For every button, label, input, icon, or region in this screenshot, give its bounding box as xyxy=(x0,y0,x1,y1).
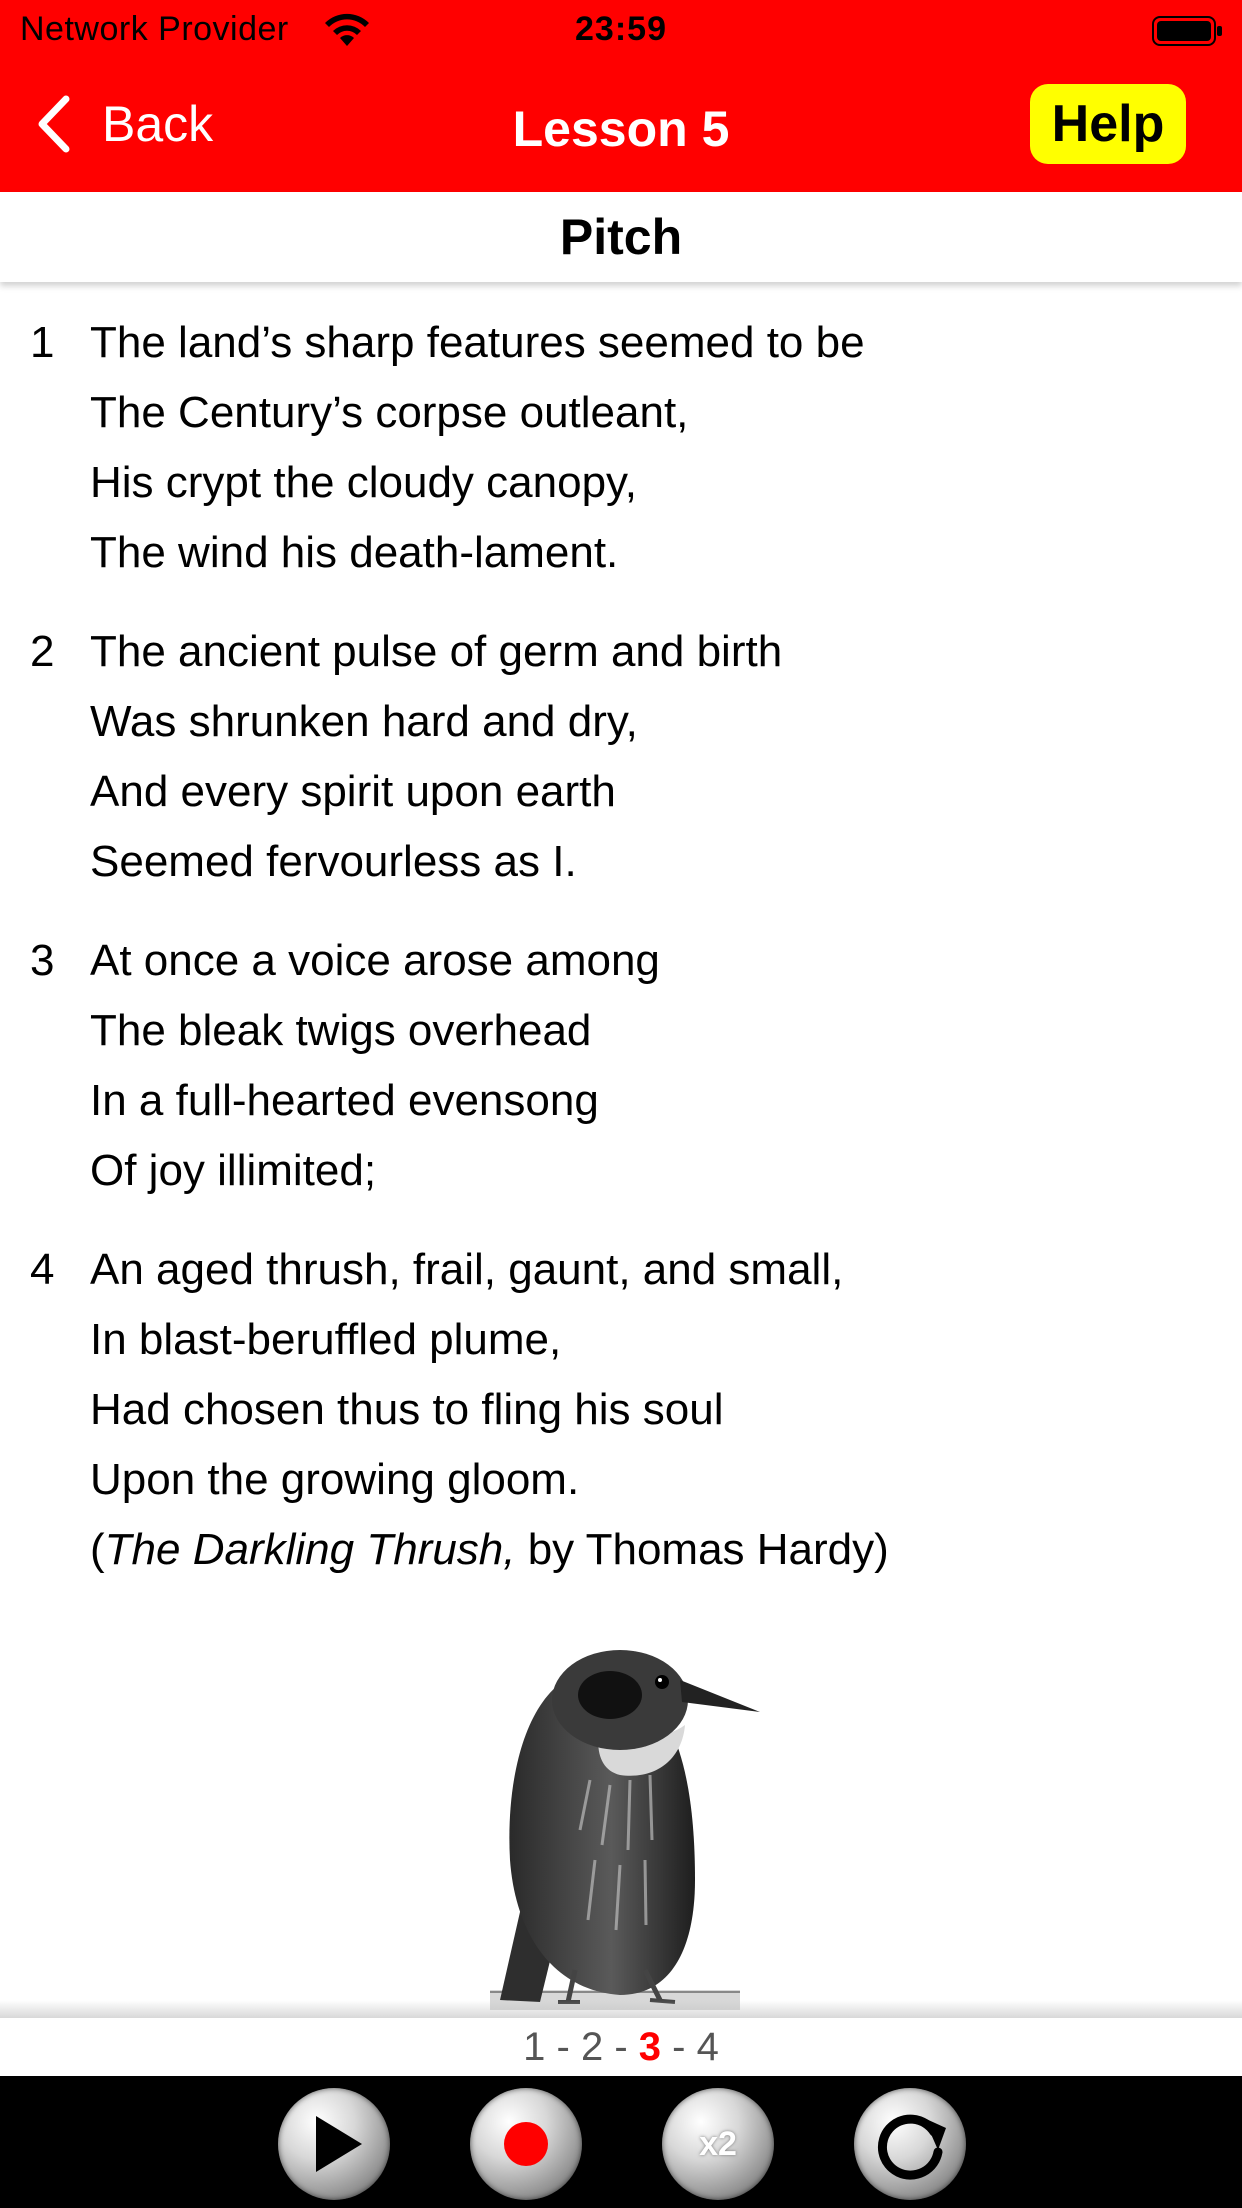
pager-page-2[interactable]: 2 xyxy=(580,2025,604,2069)
scroll-fade xyxy=(0,2000,1242,2018)
page-title: Lesson 5 xyxy=(512,101,730,157)
navigation-bar xyxy=(0,62,1242,192)
poem-line: Had chosen thus to fling his soul xyxy=(90,1385,724,1434)
replay-icon xyxy=(854,2088,966,2200)
poem-line: The ancient pulse of germ and birth xyxy=(90,627,783,676)
stanza-number: 2 xyxy=(30,627,55,676)
play-button[interactable] xyxy=(278,2088,390,2200)
poem-line: In a full-hearted evensong xyxy=(90,1076,599,1125)
status-time: 23:59 xyxy=(575,10,667,48)
pager-page-4[interactable]: 4 xyxy=(696,2025,719,2069)
stanza-number: 1 xyxy=(30,318,55,367)
poem-line: Of joy illimited; xyxy=(90,1146,377,1195)
speed-label: x2 xyxy=(699,2125,737,2163)
pager-page-1[interactable]: 1 xyxy=(523,2025,546,2069)
poem-line: Seemed fervourless as I. xyxy=(90,837,577,886)
thrush-illustration xyxy=(470,1630,770,2015)
poem-line: In blast-beruffled plume, xyxy=(90,1315,562,1364)
battery-icon xyxy=(1152,14,1224,48)
help-button[interactable]: Help xyxy=(1030,84,1186,164)
poem-line: At once a voice arose among xyxy=(90,936,660,985)
credit-title: The Darkling Thrush, xyxy=(104,1525,516,1574)
back-label: Back xyxy=(102,96,214,152)
poem-credit xyxy=(90,1515,1242,1585)
credit-open: ( xyxy=(90,1525,105,1574)
poem-line: The land’s sharp features seemed to be xyxy=(90,318,865,367)
stanza-2 xyxy=(0,617,1242,897)
play-icon xyxy=(278,2088,390,2200)
stanza-number: 4 xyxy=(30,1245,55,1294)
stanza-number: 3 xyxy=(30,936,55,985)
stanza-4 xyxy=(0,1235,1242,1585)
record-icon xyxy=(470,2088,582,2200)
carrier-name: Network Provider xyxy=(20,10,289,48)
speed-button[interactable] xyxy=(662,2088,774,2200)
poem-line: An aged thrush, frail, gaunt, and small, xyxy=(90,1245,844,1294)
stanza-pager xyxy=(0,2018,1242,2076)
poem-line: The wind his death-lament. xyxy=(90,528,619,577)
status-bar xyxy=(0,0,1242,62)
poem-line: Upon the growing gloom. xyxy=(90,1455,580,1504)
poem-line: And every spirit upon earth xyxy=(90,767,616,816)
poem-line: His crypt the cloudy canopy, xyxy=(90,458,637,507)
stanza-1 xyxy=(0,308,1242,588)
replay-button[interactable] xyxy=(854,2088,966,2200)
section-title: Pitch xyxy=(0,192,1242,282)
poem-line: Was shrunken hard and dry, xyxy=(90,697,638,746)
record-button[interactable] xyxy=(470,2088,582,2200)
pager-page-3[interactable]: 3 xyxy=(638,2025,662,2069)
pager-separator: - xyxy=(614,2025,628,2069)
poem-line: The Century’s corpse outleant, xyxy=(90,388,689,437)
credit-author: by Thomas Hardy) xyxy=(515,1525,889,1574)
pager-separator: - xyxy=(672,2025,686,2069)
playback-toolbar xyxy=(0,2076,1242,2208)
poem-line: The bleak twigs overhead xyxy=(90,1006,592,1055)
pager-separator: - xyxy=(556,2025,570,2069)
stanza-3 xyxy=(0,926,1242,1206)
